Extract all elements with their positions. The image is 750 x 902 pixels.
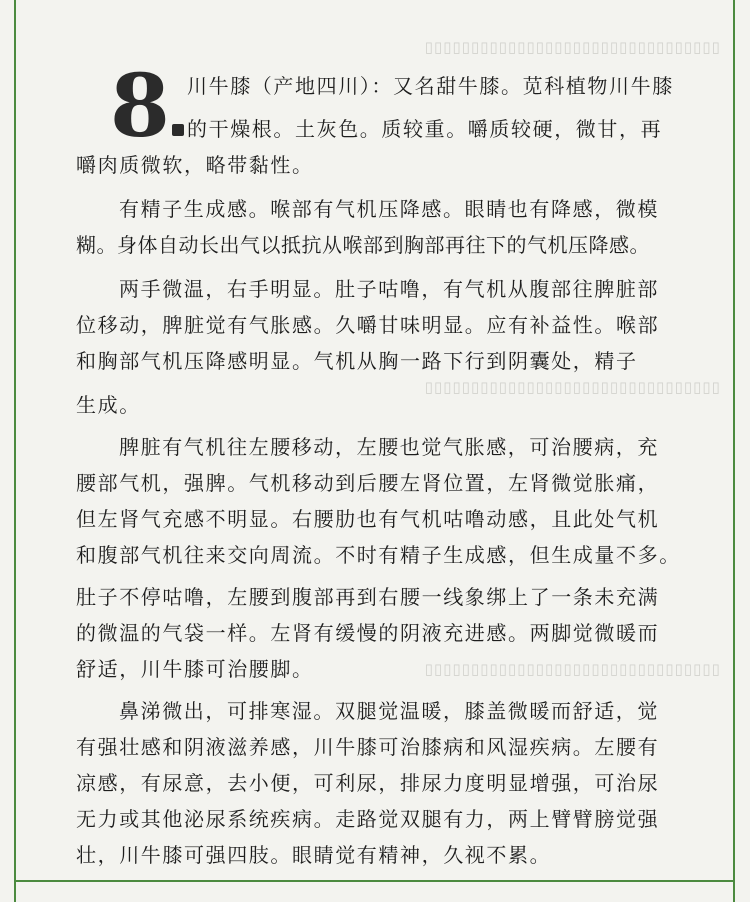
paragraph-line: 嚼肉质微软，略带黏性。: [76, 153, 314, 177]
entry-number-dot: [172, 124, 184, 136]
paragraph-line: 和腹部气机往来交向周流。不时有精子生成感，但生成量不多。: [76, 543, 681, 567]
paragraph-line: 生成。: [76, 393, 141, 417]
left-margin-rule: [14, 0, 16, 902]
paragraph-line: 舒适，川牛膝可治腰脚。: [76, 657, 314, 681]
paragraph-line: 川牛膝（产地四川）：又名甜牛膝。苋科植物川牛膝: [187, 74, 674, 98]
paragraph-line: 凉感，有尿意，去小便，可利尿，排尿力度明显增强，可治尿: [76, 771, 660, 795]
bottom-margin-rule: [14, 880, 735, 882]
show-through-text: ▯▯▯▯▯▯▯▯▯▯▯▯▯▯▯▯▯▯▯▯▯▯▯▯▯▯▯▯▯▯▯▯: [423, 38, 720, 56]
paragraph-line: 无力或其他泌尿系统疾病。走路觉双腿有力，两上臂臂膀觉强: [76, 807, 660, 831]
paragraph-line: 和胸部气机压降感明显。气机从胸一路下行到阴囊处，精子: [76, 349, 638, 373]
paragraph-line: 两手微温，右手明显。肚子咕噜，有气机从腹部往脾脏部: [119, 277, 659, 301]
paragraph-line: 有精子生成感。喉部有气机压降感。眼睛也有降感，微模: [119, 197, 659, 221]
paragraph-line: 脾脏有气机往左腰移动，左腰也觉气胀感，可治腰病，充: [119, 435, 659, 459]
paragraph-line: 的干燥根。土灰色。质较重。嚼质较硬，微甘，再: [187, 117, 663, 141]
paragraph-line: 位移动，脾脏觉有气胀感。久嚼甘味明显。应有补益性。喉部: [76, 313, 660, 337]
paragraph-line: 的微温的气袋一样。左肾有缓慢的阴液充进感。两脚觉微暖而: [76, 621, 660, 645]
show-through-text: ▯▯▯▯▯▯▯▯▯▯▯▯▯▯▯▯▯▯▯▯▯▯▯▯▯▯▯▯▯▯▯▯: [423, 660, 720, 678]
right-margin-rule: [733, 0, 735, 902]
paragraph-line: 有强壮感和阴液滋养感，川牛膝可治膝病和风湿疾病。左腰有: [76, 735, 660, 759]
show-through-text: ▯▯▯▯▯▯▯▯▯▯▯▯▯▯▯▯▯▯▯▯▯▯▯▯▯▯▯▯▯▯▯▯: [423, 378, 720, 396]
paragraph-line: 鼻涕微出，可排寒湿。双腿觉温暖，膝盖微暖而舒适，觉: [119, 699, 659, 723]
paragraph-line: 壮，川牛膝可强四肢。眼睛觉有精神，久视不累。: [76, 843, 552, 867]
paragraph-line: 腰部气机，强脾。气机移动到后腰左肾位置，左肾微觉胀痛，: [76, 471, 660, 495]
paragraph-line: 但左肾气充感不明显。右腰肋也有气机咕噜动感，且此处气机: [76, 507, 660, 531]
paragraph-line: 糊。身体自动长出气以抵抗从喉部到胸部再往下的气机压降感。: [76, 233, 650, 257]
entry-number: 8: [110, 56, 170, 157]
paragraph-line: 肚子不停咕噜，左腰到腹部再到右腰一线象绑上了一条未充满: [76, 585, 660, 609]
